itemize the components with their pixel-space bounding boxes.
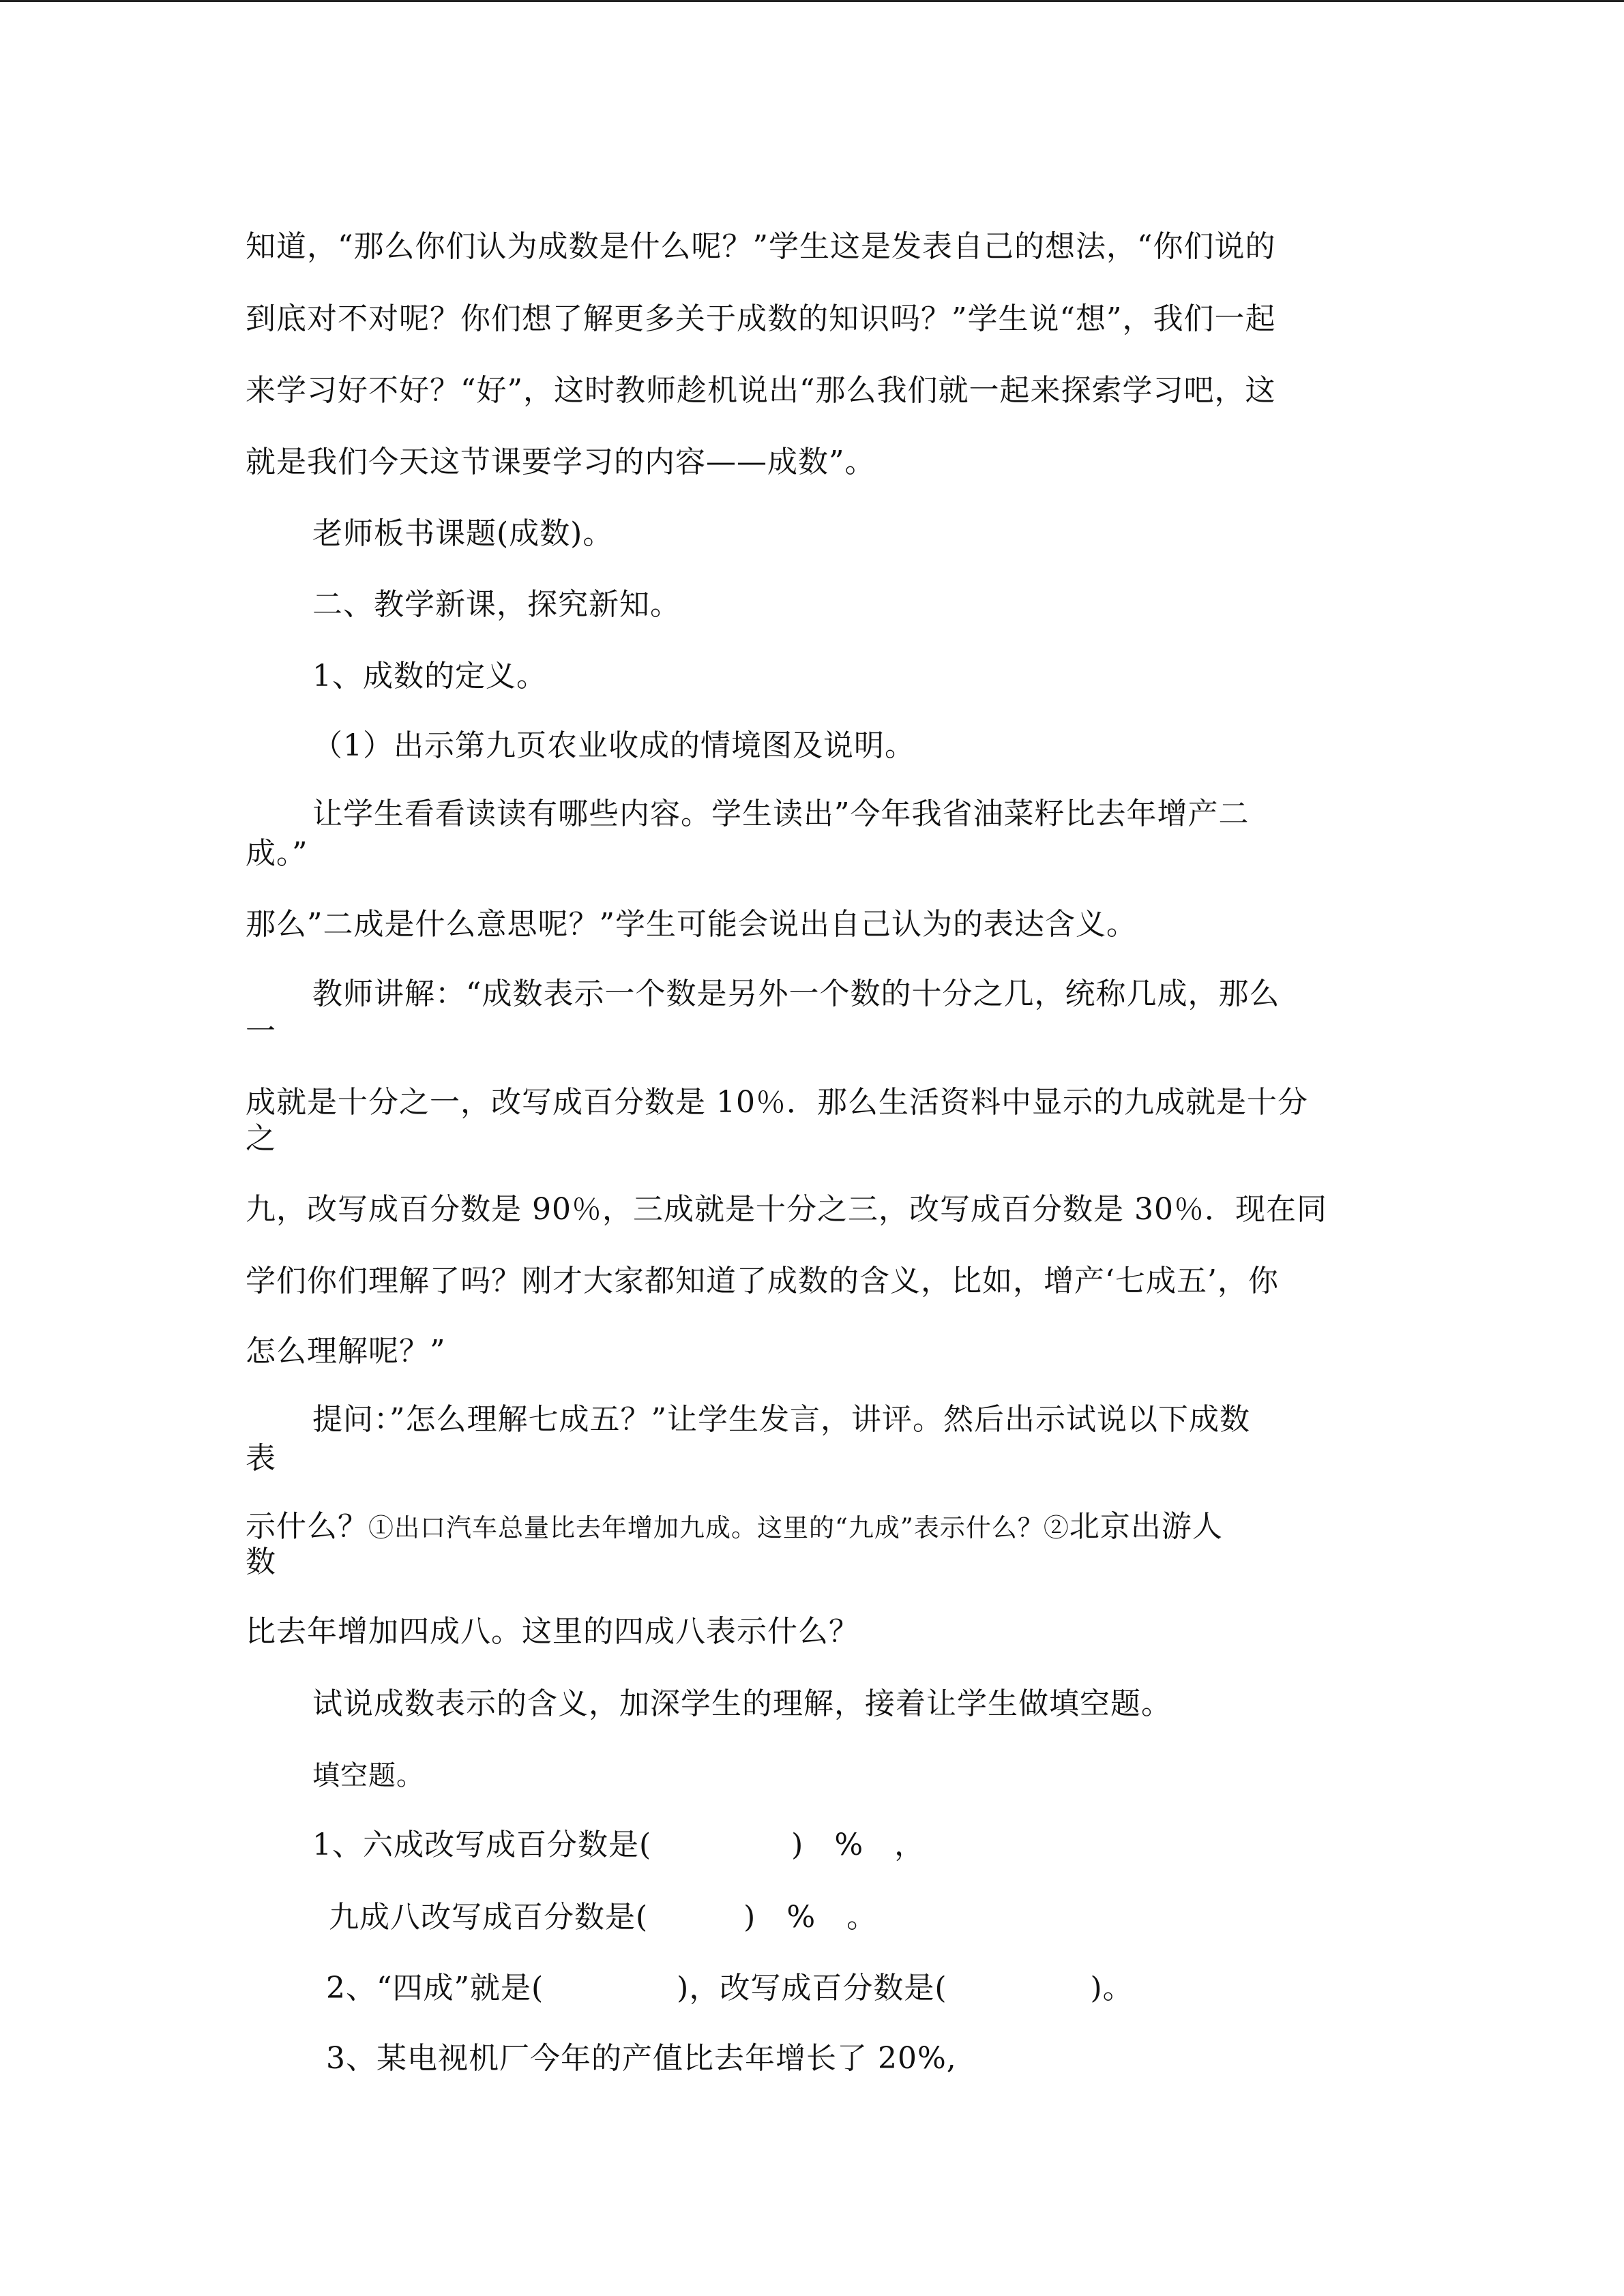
fill-question-1a	[312, 1828, 925, 1863]
paragraph-line: 成就是十分之一，改写成百分数是 10％．那么生活资料中显示的九成就是十分	[246, 1085, 1308, 1120]
paragraph-line: 到底对不对呢？你们想了解更多关于成数的知识吗？”学生说“想”，我们一起	[246, 301, 1276, 336]
question-text: 九成八改写成百分数是(	[329, 1900, 649, 1935]
question-text: 2、“四成”就是(	[326, 1971, 544, 2006]
fill-question-2	[326, 1971, 1134, 2006]
paragraph-line: 成。”	[246, 836, 308, 871]
paragraph-line: 学们你们理解了吗？刚才大家都知道了成数的含义，比如，增产‘七成五’，你	[246, 1264, 1279, 1298]
question-text: )，改写成百分数是(	[677, 1971, 947, 2006]
paragraph-line	[246, 1509, 1223, 1546]
paragraph-line: 来学习好不好？“好”，这时教师趁机说出“那么我们就一起来探索学习吧，这	[246, 373, 1276, 408]
question-text: ) % 。	[743, 1900, 878, 1935]
paragraph-line: 一	[246, 1014, 276, 1049]
line-segment: 示什么？	[246, 1509, 368, 1544]
page-top-border	[0, 0, 1624, 2]
section-heading: 二、教学新课，探究新知。	[312, 587, 681, 622]
paragraph-line: 之	[246, 1121, 276, 1156]
question-text: )。	[1090, 1971, 1134, 2006]
subsection-item: （1）出示第九页农业收成的情境图及说明。	[312, 728, 915, 763]
fill-question-1b	[329, 1900, 877, 1935]
example-question: ①出口汽车总量比去年增加九成。这里的“九成”表示什么？②	[368, 1513, 1069, 1542]
paragraph-line: 提问：”怎么理解七成五？”让学生发言，讲评。然后出示试说以下成数	[312, 1402, 1250, 1437]
fill-blank-heading: 填空题。	[312, 1760, 424, 1791]
paragraph-line: 九，改写成百分数是 90％，三成就是十分之三，改写成百分数是 30％．现在同	[246, 1192, 1327, 1227]
paragraph-line: 就是我们今天这节课要学习的内容——成数”。	[246, 445, 876, 479]
paragraph-line: 怎么理解呢？”	[246, 1334, 446, 1369]
subsection-heading: 1、成数的定义。	[312, 659, 547, 694]
paragraph-line: 表	[246, 1441, 276, 1476]
paragraph-line: 教师讲解：“成数表示一个数是另外一个数的十分之几，统称几成，那么	[312, 976, 1280, 1011]
paragraph-line: 比去年增加四成八。这里的四成八表示什么？	[246, 1614, 859, 1649]
line-segment: 北京出游人	[1069, 1509, 1223, 1544]
fill-question-3: 3、某电视机厂今年的产值比去年增长了 20%,	[326, 2041, 957, 2076]
paragraph-line: 数	[246, 1545, 276, 1579]
paragraph-line: 那么”二成是什么意思呢？”学生可能会说出自己认为的表达含义。	[246, 907, 1137, 942]
paragraph-line: 试说成数表示的含义，加深学生的理解，接着让学生做填空题。	[312, 1686, 1172, 1721]
question-text: ) % ，	[791, 1828, 926, 1862]
question-text: 1、六成改写成百分数是(	[312, 1828, 652, 1862]
paragraph-line: 知道，“那么你们认为成数是什么呢？”学生这是发表自己的想法，“你们说的	[246, 229, 1276, 264]
paragraph-line: 让学生看看读读有哪些内容。学生读出”今年我省油菜籽比去年增产二	[312, 796, 1250, 831]
board-title-line: 老师板书课题(成数)。	[312, 516, 614, 551]
